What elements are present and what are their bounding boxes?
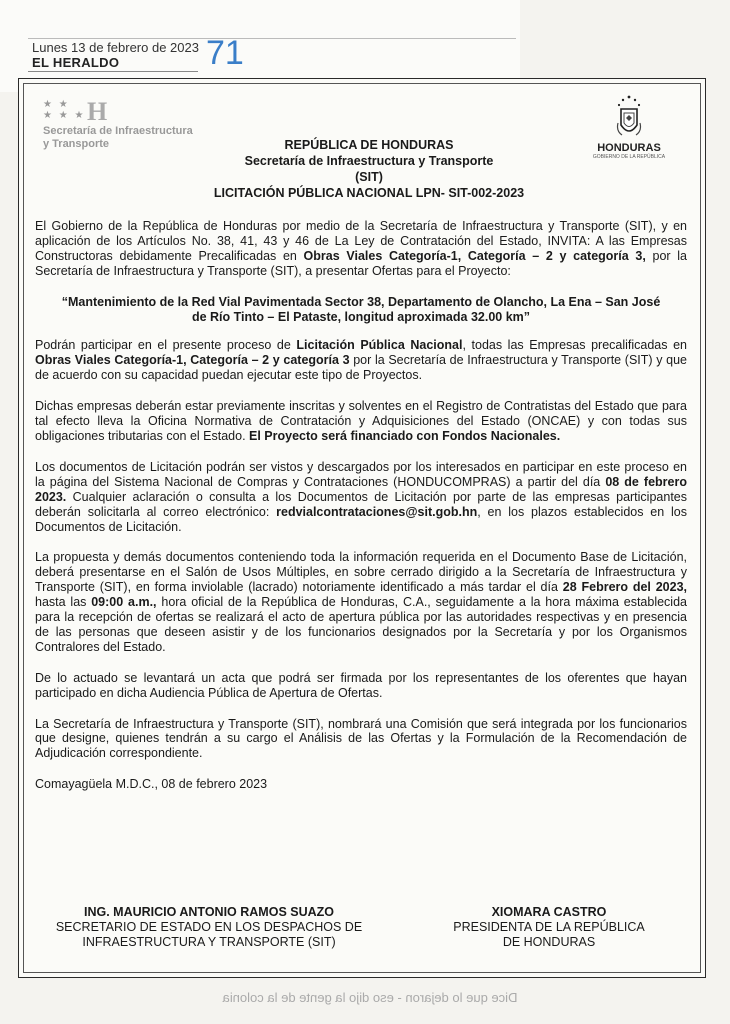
honduras-government-logo bbox=[591, 93, 667, 163]
masthead-underline bbox=[28, 71, 198, 72]
honduras-logo-name: HONDURAS bbox=[597, 142, 661, 154]
coat-of-arms-icon bbox=[612, 93, 646, 141]
paragraph-minutes: De lo actuado se levantará un acta que podrá ser firmada por los representantes de los oferentes que hayan participado en dicha Audiencia Pública de Apertura de Ofertas. bbox=[35, 670, 687, 700]
page-number: 71 bbox=[206, 34, 244, 72]
heading-acronym: (SIT) bbox=[355, 170, 383, 184]
masthead-date: Lunes 13 de febrero de 2023 bbox=[32, 40, 199, 55]
honduras-logo-motto: GOBIERNO DE LA REPÚBLICA bbox=[592, 154, 666, 160]
place-date: Comayagüela M.D.C., 08 de febrero 2023 bbox=[35, 777, 268, 792]
sit-logo-name-line2: y Transporte bbox=[43, 138, 110, 150]
signer-role: INFRAESTRUCTURA Y TRANSPORTE (SIT) bbox=[82, 935, 336, 949]
signature-minister bbox=[49, 905, 369, 950]
masthead-rule bbox=[28, 38, 516, 39]
notice-body bbox=[35, 219, 687, 808]
signer-name: XIOMARA CASTRO bbox=[491, 905, 607, 919]
paragraph-invitation: El Gobierno de la República de Honduras por medio de la Secretaría de Infraestructura y Transporte (SIT), y en aplicación de los Artículos No. 38, 41, 43 y 46 de La Ley de Contratación del Estado, INVITA: A las Empresas Constructoras debidamente Precalificadas en Obras Viales Categoría-1, Categoría – 2 y categoría 3, por la Secretaría de Infraestructura y Transporte (SIT), a presentar Ofertas para el Proyecto: bbox=[35, 219, 687, 278]
signer-name: ING. MAURICIO ANTONIO RAMOS SUAZO bbox=[84, 905, 334, 919]
notice-heading bbox=[169, 137, 569, 201]
heading-ministry: Secretaría de Infraestructura y Transporte bbox=[244, 154, 494, 168]
signature-president bbox=[439, 905, 659, 950]
heading-tender-id: LICITACIÓN PÚBLICA NACIONAL LPN- SIT-002-2023 bbox=[213, 186, 525, 200]
paragraph-submission: La propuesta y demás documentos conteniendo toda la información requerida en el Documento Base de Licitación, deberá presentarse en el Salón de Usos Múltiples, en sobre cerrado dirigido a la Secretaría de Infraestructura y Transporte (SIT), en forma inviolable (lacrado) notoriamente identificado a más tardar el día 28 Febrero del 2023, hasta las 09:00 a.m., hora oficial de la República de Honduras, C.A., seguidamente a la hora máxima establecida para la recepción de ofertas se realizará el acto de apertura pública por las autoridades respectivas y en presencia de las personas que deseen asistir y de los funcionarios designados por la Secretaría y por los Organismos Contralores del Estado. bbox=[35, 550, 688, 654]
signer-role: SECRETARIO DE ESTADO EN LOS DESPACHOS DE bbox=[55, 920, 363, 934]
paragraph-registration: Dichas empresas deberán estar previamente inscritas y solventes en el Registro de Contratistas del Estado que para tal efecto lleva la Oficina Normativa de Contratación y Adquisiciones del Estado (ONCAE) y con todas sus obligaciones tributarias con el Estado. El Proyecto será financiado con Fondos Nacionales. bbox=[35, 399, 687, 443]
bleed-through-text: Dice que lo dejaron - eso dijo la gente de la colonia bbox=[222, 990, 518, 1005]
masthead-newspaper-name: EL HERALDO bbox=[32, 55, 120, 70]
contact-email: redvialcontrataciones@sit.gob.hn bbox=[276, 504, 478, 519]
heading-country: REPÚBLICA DE HONDURAS bbox=[284, 138, 454, 152]
signer-role: DE HONDURAS bbox=[502, 935, 596, 949]
paragraph-documents: Los documentos de Licitación podrán ser vistos y descargados por los interesados en participar en este proceso en la página del Sistema Nacional de Compras y Contrataciones (HONDUCOMPRAS) a partir del día 08 de febrero 2023. Cualquier aclaración o consulta a los Documentos de Licitación por parte de las empresas participantes deberán solicitarla al correo electrónico: redvialcontrataciones@sit.gob.hn, en los plazos establecidos en los Documentos de Licitación. bbox=[35, 459, 687, 534]
project-title: “Mantenimiento de la Red Vial Pavimentada Sector 38, Departamento de Olancho, La Ena – San José de Río Tinto – El Pataste, longitud aproximada 32.00 km” bbox=[61, 294, 661, 324]
sit-logo-name-line1: Secretaría de Infraestructura bbox=[43, 125, 193, 137]
paragraph-eligibility: Podrán participar en el presente proceso de Licitación Pública Nacional, todas las Empresas precalificadas en Obras Viales Categoría-1, Categoría – 2 y categoría 3 por la Secretaría de Infraestructura y Transporte (SIT) y que de acuerdo con su capacidad puedan ejecutar este tipo de Proyectos. bbox=[35, 338, 687, 383]
sit-h-icon: H bbox=[87, 97, 108, 126]
paragraph-commission: La Secretaría de Infraestructura y Transporte (SIT), nombrará una Comisión que será integrada por los funcionarios que designe, quienes tendrán a su cargo el Análisis de las Ofertas y la Formulación de la Recomendación de Adjudicación correspondiente. bbox=[35, 716, 687, 761]
stars-icon: ★ ★ ★ ★ ★ bbox=[43, 99, 86, 121]
signer-role: PRESIDENTA DE LA REPÚBLICA bbox=[453, 920, 645, 934]
public-notice bbox=[18, 78, 706, 978]
